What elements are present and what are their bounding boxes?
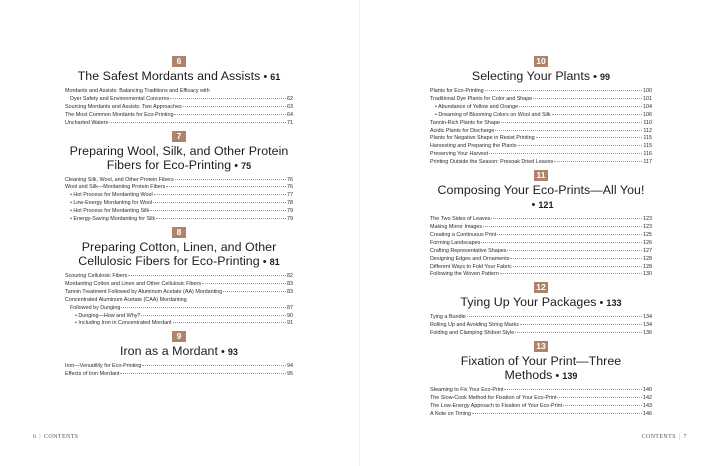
toc-entry[interactable] [430,264,652,272]
chapter-title-text: Tying Up Your Packages [460,295,597,310]
toc-entry-page: 134 [643,322,652,329]
chapter-title[interactable] [430,295,652,310]
chapter-section [430,282,652,338]
toc-entry-page: 83 [287,288,293,295]
toc-entry[interactable] [430,216,652,224]
toc-entry[interactable] [430,104,652,112]
toc-entry[interactable] [65,208,293,216]
title-bullet: • [593,71,597,83]
dot-leader [153,202,286,203]
toc-entry-title: Different Ways to Fold Your Fabric [430,263,512,270]
toc-entry[interactable] [430,314,652,322]
toc-entry[interactable] [430,240,652,248]
toc-entry[interactable] [65,281,293,289]
chapter-number-badge: 13 [534,341,548,352]
toc-entry[interactable] [430,120,652,128]
dot-leader [533,98,642,99]
toc-entry-title: The Most Common Mordants for Eco-Printing [65,111,174,118]
toc-entry[interactable] [430,143,652,151]
chapter-number-badge: 9 [172,331,186,342]
dot-leader [174,114,286,115]
dot-leader [489,153,642,154]
toc-entry-title: Cleaning Silk, Wool, and Other Protein Fibers [65,176,174,183]
toc-entry-page: 126 [643,239,652,246]
dot-leader [500,273,642,274]
dot-leader [175,179,286,180]
dot-leader [518,145,643,146]
dot-leader [504,389,642,390]
toc-entry[interactable] [65,104,293,112]
dot-leader [109,122,286,123]
toc-entry-page: 95 [287,371,293,378]
dot-leader [507,250,642,251]
toc-entry-page: 128 [643,263,652,270]
right-page [360,0,720,466]
toc-entry-list [65,177,293,224]
running-head: CONTENTS [44,434,79,440]
toc-entry-page: 140 [643,387,652,394]
toc-entry-title: Folding and Clamping Shibori Style [430,330,515,337]
title-bullet: • [220,346,225,359]
toc-entry-title: Creating a Continuous Print [430,231,497,238]
toc-entry-page: 136 [643,330,652,337]
toc-entry[interactable] [65,289,293,297]
chapter-section [430,56,652,167]
toc-entry[interactable] [430,271,652,279]
chapter-number-badge: 10 [534,56,548,67]
dot-leader [173,322,286,323]
toc-entry-title: Following the Woven Pattern [430,271,499,278]
chapter-title[interactable] [65,240,293,269]
toc-entry[interactable] [430,395,652,403]
toc-entry-title: Harvesting and Preparing the Plants [430,143,517,150]
chapter-title-text: Fixation of Your Print—Three Methods [460,354,622,383]
toc-entry[interactable] [430,411,652,419]
toc-entry-page: 83 [287,280,293,287]
toc-entry-list [65,88,293,128]
toc-entry-title: Steaming to Fix Your Eco-Print [430,387,504,394]
toc-entry-title: A Note on Timing [430,410,472,417]
dot-leader [121,307,286,308]
toc-entry-title: Dyer Safety and Environmental Concerns [70,95,170,102]
toc-entry-page: 94 [287,363,293,370]
page-number: 7 [683,434,687,440]
dot-leader [223,291,286,292]
toc-entry[interactable] [430,151,652,159]
toc-entry[interactable] [65,297,293,305]
chapter-page-number: 93 [227,347,238,358]
title-bullet: • [234,159,239,172]
chapter-page-number: 81 [269,256,280,267]
toc-entry-page: 79 [287,208,293,215]
toc-entry-title: Plants for Negative Shape in Resist Printing [430,135,535,142]
toc-entry[interactable] [430,256,652,264]
toc-entry[interactable] [65,177,293,185]
chapter-number-badge: 8 [172,227,186,238]
chapter-title-text: Preparing Wool, Silk, and Other Protein Fibers for Eco-Printing [69,143,289,172]
dot-leader [120,373,286,374]
toc-entry-title: Uncharted Waters [65,119,109,126]
chapter-section [65,331,293,379]
toc-entry[interactable] [430,387,652,395]
dot-leader [519,106,642,107]
toc-entry-title: Making Mirror Images [430,223,483,230]
toc-entry[interactable] [430,330,652,338]
chapter-title[interactable] [430,354,652,383]
dot-leader [170,98,286,99]
dot-leader [166,186,286,187]
toc-entry-title: Designing Edges and Ornaments [430,255,510,262]
toc-entry-title: • Dunging—How and Why? [75,312,141,319]
toc-entry-page: 146 [643,410,652,417]
chapter-title-text: Preparing Cotton, Linen, and Other Cellulosic Fibers for Eco-Printing [78,239,277,268]
toc-entry[interactable] [430,96,652,104]
running-head: CONTENTS [641,434,676,440]
toc-entry-page: 142 [643,394,652,401]
toc-entry[interactable] [430,88,652,96]
toc-entry[interactable] [65,88,293,96]
toc-entry-title: Tying a Bundle [430,314,466,321]
toc-entry-title: Effects of Iron Mordant [65,371,120,378]
toc-entry-page: 130 [643,271,652,278]
toc-entry-page: 90 [287,312,293,319]
toc-entry[interactable] [430,403,652,411]
right-toc-column [430,56,652,422]
dot-leader [510,258,642,259]
toc-entry-title: Mordanting Cotton and Linen and Other Cellulosic Fibers [65,280,202,287]
toc-entry[interactable] [65,305,293,313]
toc-entry-page: 78 [287,200,293,207]
chapter-title[interactable] [65,144,293,173]
toc-entry-page: 112 [643,127,652,134]
left-toc-column [65,56,293,382]
chapter-number-badge: 11 [534,170,548,181]
toc-entry-title: Concentrated Aluminum Acetate (CAA) Mordanting [65,296,187,303]
toc-entry[interactable] [65,184,293,192]
dot-leader [552,114,642,115]
toc-entry-title: Wool and Silk—Mordanting Protein Fibers [65,184,166,191]
title-bullet: • [262,255,267,268]
toc-entry-page: 116 [643,151,652,158]
chapter-title[interactable] [65,344,293,359]
toc-entry[interactable] [430,128,652,136]
toc-entry[interactable] [65,216,293,224]
dot-leader [481,242,642,243]
toc-entry[interactable] [65,96,293,104]
toc-entry-page: 104 [643,103,652,110]
toc-entry-list [430,314,652,338]
toc-entry-list [430,387,652,419]
toc-entry-title: • Hot Process for Mordanting Silk [70,208,150,215]
toc-entry-page: 63 [287,103,293,110]
toc-entry-list [65,273,293,328]
chapter-number-badge: 12 [534,282,548,293]
toc-entry-page: 115 [643,135,652,142]
chapter-page-number: 139 [562,371,578,382]
toc-entry-page: 127 [643,247,652,254]
chapter-page-number: 121 [538,200,554,211]
toc-entry-title: Tannin-Rich Plants for Shape [430,119,500,126]
toc-entry[interactable] [430,224,652,232]
chapter-number-badge: 6 [172,56,186,67]
toc-entry[interactable] [430,135,652,143]
toc-entry-title: Tannin Treatment Followed by Aluminum Acetate (AA) Mordanting [65,288,223,295]
title-bullet: • [599,297,604,310]
dot-leader [563,405,642,406]
toc-entry-title: The Low-Energy Approach to Fixation of Your Eco-Print [430,402,563,409]
chapter-title-text: Composing Your Eco-Prints—All You! [437,183,645,198]
toc-entry[interactable] [65,192,293,200]
toc-entry-page: 62 [287,95,293,102]
toc-entry[interactable] [65,273,293,281]
toc-entry-page: 128 [643,255,652,262]
left-page-footer [33,434,79,440]
chapter-page-number: 133 [606,298,622,309]
chapter-title-text: Selecting Your Plants [471,69,591,83]
toc-entry-page: 64 [287,111,293,118]
dot-leader [557,397,642,398]
chapter-page-number: 61 [270,72,281,82]
title-bullet: • [531,199,536,212]
dot-leader [202,283,286,284]
toc-entry[interactable] [430,322,652,330]
chapter-section [65,131,293,224]
dot-leader [501,122,643,123]
title-bullet: • [263,71,268,83]
dot-leader [142,365,286,366]
toc-entry-page: 77 [287,192,293,199]
dot-leader [495,130,642,131]
dot-leader [536,137,643,138]
chapter-page-number: 99 [599,72,611,82]
title-bullet: • [555,370,560,383]
chapter-section [65,227,293,328]
toc-entry-title: The Two Sides of Leaves [430,216,491,223]
toc-entry-title: Rolling Up and Avoiding String Marks [430,322,519,329]
toc-entry-title: Printing Outside the Season: Presoak Dried Leaves [430,159,554,166]
dot-leader [515,332,642,333]
dot-leader [183,106,286,107]
toc-entry[interactable] [65,363,293,371]
toc-entry-page: 143 [643,402,652,409]
toc-entry[interactable] [65,313,293,321]
chapter-title-text: Iron as a Mordant [120,344,218,359]
toc-entry-page: 110 [643,119,652,126]
toc-entry-title: The Slow-Cook Method for Fixation of Your Eco-Print [430,394,557,401]
toc-entry-title: Plants for Eco-Printing [430,88,484,94]
toc-entry-title: Traditional Dye Plants for Color and Shape [430,95,533,102]
toc-entry[interactable] [430,159,652,167]
toc-entry-title: • Abundance of Yellow and Orange [435,103,519,110]
toc-entry-title: • Hot Process for Mordanting Wool [70,192,153,199]
chapter-title[interactable] [65,69,293,84]
toc-entry-page: 115 [643,143,652,150]
toc-entry-page: 79 [287,216,293,223]
dot-leader [520,324,642,325]
dot-leader [497,234,642,235]
toc-entry[interactable] [430,232,652,240]
toc-entry-title: Preserving Your Harvest [430,151,489,158]
dot-leader [154,194,286,195]
dot-leader [467,316,642,317]
toc-entry[interactable] [65,200,293,208]
footer-separator: | [39,434,42,440]
toc-entry-title: Crafting Representative Shapes [430,247,507,254]
toc-entry-page: 101 [643,95,652,102]
toc-entry[interactable] [65,120,293,128]
dot-leader [128,275,286,276]
toc-entry-page: 82 [287,272,293,279]
toc-entry-title: Scouring Cellulosic Fibers [65,272,128,279]
chapter-title[interactable] [430,69,652,84]
dot-leader [141,315,286,316]
toc-entry-title: Acidic Plants for Discharge [430,127,495,134]
toc-entry-title: Forming Landscapes [430,239,481,246]
chapter-number-badge: 7 [172,131,186,142]
toc-entry-page: 123 [643,223,652,230]
toc-entry-page: 134 [643,314,652,321]
toc-entry[interactable] [65,371,293,379]
chapter-page-number: 75 [241,160,252,171]
footer-separator: | [678,434,681,440]
toc-entry-title: Mordants and Assists: Balancing Traditions and Efficacy with [65,88,210,94]
dot-leader [156,218,286,219]
page-number: 6 [33,434,37,440]
toc-entry-title: Followed by Dunging [70,304,121,311]
dot-leader [483,226,642,227]
toc-entry-page: 123 [643,216,652,223]
chapter-section [430,170,652,279]
toc-entry-title: • Energy-Saving Mordanting for Silk [70,216,156,223]
dot-leader [472,413,642,414]
toc-entry-page: 91 [287,320,293,327]
toc-entry-page: 76 [287,184,293,191]
toc-entry-title: Sourcing Mordants and Assists: Two Approaches [65,103,182,110]
toc-entry-title: Iron—Versatility for Eco-Printing [65,363,142,370]
toc-entry-page: 106 [643,111,652,118]
chapter-section [430,341,652,419]
dot-leader [513,266,642,267]
toc-entry-title: • Low-Energy Mordanting for Wool [70,200,153,207]
toc-entry-page: 125 [643,231,652,238]
chapter-title-text: The Safest Mordants and Assists [77,69,261,83]
chapter-title[interactable] [430,183,652,212]
toc-entry[interactable] [430,112,652,120]
toc-entry-page: 100 [643,88,652,94]
toc-entry-page: 71 [287,119,293,126]
toc-entry-list [430,88,652,167]
toc-entry[interactable] [65,320,293,328]
toc-entry-title: • Including Iron in Concentrated Mordant [75,320,172,327]
toc-entry-list [430,216,652,279]
toc-entry-title: • Dreaming of Blooming Colors on Wool and Silk [435,111,551,118]
dot-leader [150,210,286,211]
toc-entry-page: 117 [643,159,652,166]
toc-entry-page: 76 [287,176,293,183]
dot-leader [554,161,642,162]
chapter-section [65,56,293,128]
toc-entry-list [65,363,293,379]
dot-leader [491,218,642,219]
toc-entry[interactable] [430,248,652,256]
toc-entry-page: 87 [287,304,293,311]
toc-entry[interactable] [65,112,293,120]
dot-leader [485,90,642,91]
right-page-footer [641,434,687,440]
